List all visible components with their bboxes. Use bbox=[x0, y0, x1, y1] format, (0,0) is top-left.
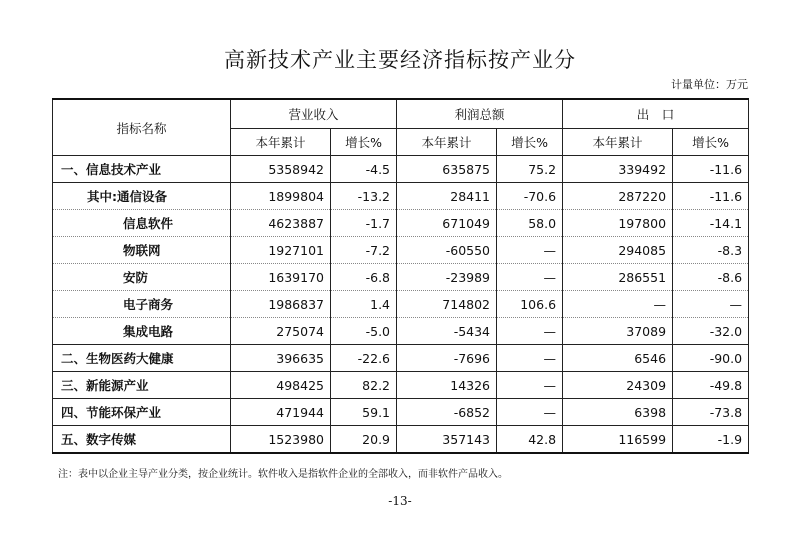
cell: -11.6 bbox=[673, 156, 749, 183]
cell: 498425 bbox=[231, 372, 331, 399]
cell: 42.8 bbox=[497, 426, 563, 454]
cell: -5434 bbox=[397, 318, 497, 345]
header-export: 出 口 bbox=[563, 99, 749, 129]
cell: 28411 bbox=[397, 183, 497, 210]
cell: 1986837 bbox=[231, 291, 331, 318]
cell: 714802 bbox=[397, 291, 497, 318]
cell: 6398 bbox=[563, 399, 673, 426]
table-row bbox=[53, 291, 749, 318]
header-sub-cell: 本年累计 bbox=[563, 129, 673, 156]
cell: 82.2 bbox=[331, 372, 397, 399]
footnote: 注：表中以企业主导产业分类，按企业统计。软件收入是指软件企业的全部收入，而非软件产品收入。 bbox=[58, 469, 508, 480]
unit-label: 计量单位：万元 bbox=[671, 78, 748, 91]
table-row bbox=[53, 156, 749, 183]
cell: 275074 bbox=[231, 318, 331, 345]
header-row-groups bbox=[53, 99, 749, 129]
cell: — bbox=[497, 345, 563, 372]
table-row bbox=[53, 264, 749, 291]
cell: 294085 bbox=[563, 237, 673, 264]
cell: 197800 bbox=[563, 210, 673, 237]
cell: 106.6 bbox=[497, 291, 563, 318]
header-revenue: 营业收入 bbox=[231, 99, 397, 129]
cell: -8.3 bbox=[673, 237, 749, 264]
row-label: 信息软件 bbox=[53, 210, 231, 237]
cell: 116599 bbox=[563, 426, 673, 454]
row-label: 一、信息技术产业 bbox=[53, 156, 231, 183]
cell: -60550 bbox=[397, 237, 497, 264]
cell: -49.8 bbox=[673, 372, 749, 399]
row-label: 四、节能环保产业 bbox=[53, 399, 231, 426]
cell: -1.9 bbox=[673, 426, 749, 454]
cell: -7.2 bbox=[331, 237, 397, 264]
cell: -73.8 bbox=[673, 399, 749, 426]
cell: 59.1 bbox=[331, 399, 397, 426]
cell: -6852 bbox=[397, 399, 497, 426]
row-label: 其中:通信设备 bbox=[53, 183, 231, 210]
page-title: 高新技术产业主要经济指标按产业分 bbox=[224, 48, 576, 72]
page-number: -13- bbox=[388, 494, 412, 508]
cell: -4.5 bbox=[331, 156, 397, 183]
cell: 1639170 bbox=[231, 264, 331, 291]
cell: -23989 bbox=[397, 264, 497, 291]
table-row bbox=[53, 183, 749, 210]
row-label: 电子商务 bbox=[53, 291, 231, 318]
cell: -7696 bbox=[397, 345, 497, 372]
cell: 37089 bbox=[563, 318, 673, 345]
header-profit: 利润总额 bbox=[397, 99, 563, 129]
table-row bbox=[53, 318, 749, 345]
cell: -6.8 bbox=[331, 264, 397, 291]
cell: -14.1 bbox=[673, 210, 749, 237]
header-sub-cell: 本年累计 bbox=[397, 129, 497, 156]
cell: 286551 bbox=[563, 264, 673, 291]
cell: 339492 bbox=[563, 156, 673, 183]
cell: — bbox=[497, 237, 563, 264]
table-row bbox=[53, 345, 749, 372]
cell: -13.2 bbox=[331, 183, 397, 210]
cell: 75.2 bbox=[497, 156, 563, 183]
cell: 357143 bbox=[397, 426, 497, 454]
table-row bbox=[53, 399, 749, 426]
cell: 671049 bbox=[397, 210, 497, 237]
cell: 1899804 bbox=[231, 183, 331, 210]
cell: 24309 bbox=[563, 372, 673, 399]
cell: 4623887 bbox=[231, 210, 331, 237]
header-sub-cell: 增长% bbox=[331, 129, 397, 156]
cell: -5.0 bbox=[331, 318, 397, 345]
cell: 471944 bbox=[231, 399, 331, 426]
cell: -70.6 bbox=[497, 183, 563, 210]
cell: — bbox=[673, 291, 749, 318]
table-row bbox=[53, 237, 749, 264]
cell: 1.4 bbox=[331, 291, 397, 318]
table-row bbox=[53, 372, 749, 399]
cell: 58.0 bbox=[497, 210, 563, 237]
row-label: 三、新能源产业 bbox=[53, 372, 231, 399]
row-label: 集成电路 bbox=[53, 318, 231, 345]
cell: 1927101 bbox=[231, 237, 331, 264]
cell: -22.6 bbox=[331, 345, 397, 372]
cell: 5358942 bbox=[231, 156, 331, 183]
row-label: 安防 bbox=[53, 264, 231, 291]
cell: 6546 bbox=[563, 345, 673, 372]
cell: 20.9 bbox=[331, 426, 397, 454]
cell: — bbox=[497, 264, 563, 291]
cell: 635875 bbox=[397, 156, 497, 183]
cell: 287220 bbox=[563, 183, 673, 210]
cell: 1523980 bbox=[231, 426, 331, 454]
header-sub-cell: 增长% bbox=[673, 129, 749, 156]
table-row bbox=[53, 210, 749, 237]
cell: -90.0 bbox=[673, 345, 749, 372]
row-label: 五、数字传媒 bbox=[53, 426, 231, 454]
header-sub-cell: 增长% bbox=[497, 129, 563, 156]
header-indicator-name: 指标名称 bbox=[53, 99, 231, 156]
header-sub-cell: 本年累计 bbox=[231, 129, 331, 156]
cell: — bbox=[563, 291, 673, 318]
table-row bbox=[53, 426, 749, 454]
cell: -11.6 bbox=[673, 183, 749, 210]
indicator-table bbox=[52, 98, 749, 454]
row-label: 二、生物医药大健康 bbox=[53, 345, 231, 372]
cell: 396635 bbox=[231, 345, 331, 372]
cell: -1.7 bbox=[331, 210, 397, 237]
cell: — bbox=[497, 318, 563, 345]
cell: — bbox=[497, 372, 563, 399]
cell: -8.6 bbox=[673, 264, 749, 291]
cell: -32.0 bbox=[673, 318, 749, 345]
row-label: 物联网 bbox=[53, 237, 231, 264]
cell: — bbox=[497, 399, 563, 426]
cell: 14326 bbox=[397, 372, 497, 399]
